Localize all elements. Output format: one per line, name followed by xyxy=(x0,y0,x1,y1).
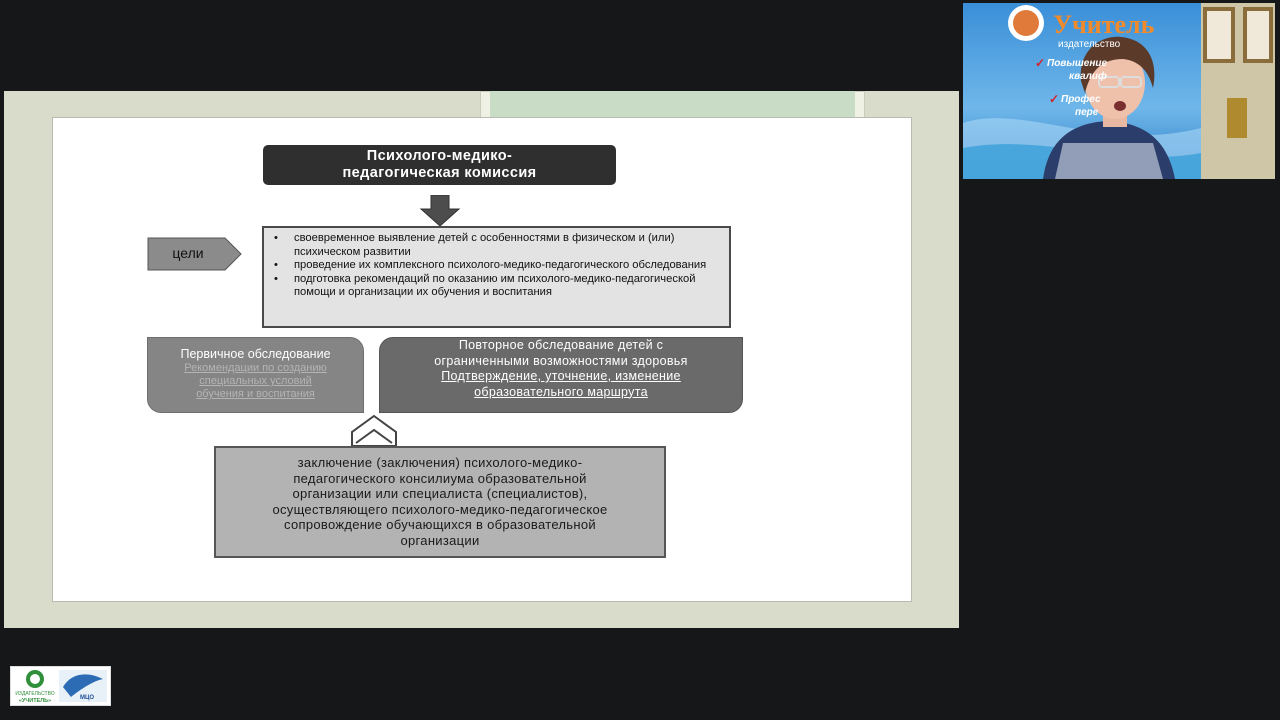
publisher-logo-graphic xyxy=(11,667,110,705)
slide-title xyxy=(263,145,616,185)
webcam-check-icon: ✓ xyxy=(1049,92,1060,106)
down-arrow-icon xyxy=(419,195,461,227)
trophy-icon xyxy=(1227,98,1247,138)
logo-badge: МЦО xyxy=(79,695,95,701)
webcam-video[interactable] xyxy=(963,3,1275,179)
goal-item: • проведение их комплексного психолого-медико-педагогического обследования xyxy=(274,259,723,273)
conclusion-line: осуществляющего психолого-медико-педагогическое xyxy=(272,501,608,517)
conclusion-line: организации xyxy=(400,532,480,548)
repeat-exam-line: образовательного маршрута xyxy=(474,384,648,399)
publisher-logo xyxy=(10,666,111,706)
primary-exam-sub: специальных условий xyxy=(199,375,312,387)
repeat-exam-line: Подтверждение, уточнение, изменение xyxy=(441,369,681,383)
goals-list xyxy=(274,232,723,300)
conclusion-line: педагогического консилиума образовательной xyxy=(293,470,587,486)
webcam-banner-title: Учитель xyxy=(1053,10,1155,39)
logo-line: ИЗДАТЕЛЬСТВО xyxy=(15,691,55,697)
goals-box xyxy=(262,226,731,328)
repeat-exam-line: ограниченными возможностями здоровья xyxy=(434,353,688,368)
repeat-exam-line: Повторное обследование детей с xyxy=(458,338,664,352)
conclusion-box xyxy=(214,446,666,558)
webcam-scene xyxy=(963,3,1275,179)
goal-item: • подготовка рекомендаций по оказанию им психолого-медико-педагогической помощи и организации их обучения и воспитания xyxy=(274,273,723,300)
primary-exam-title: Первичное обследование xyxy=(180,347,331,361)
webcam-banner-line: пере xyxy=(1075,107,1099,118)
primary-exam-box xyxy=(147,337,364,413)
webcam-banner-line: квалиф xyxy=(1069,71,1107,82)
up-arrow-icon xyxy=(350,415,398,447)
slide-canvas-top xyxy=(480,128,760,144)
repeat-exam-box xyxy=(379,337,743,413)
primary-exam-sub: обучения и воспитания xyxy=(196,388,315,400)
webcam-banner-sub: издательство xyxy=(1058,39,1121,50)
webcam-banner-line: Повышение xyxy=(1047,58,1108,69)
primary-exam-sub: Рекомендации по созданию xyxy=(184,362,327,374)
logo-line: «УЧИТЕЛЬ» xyxy=(18,698,52,704)
slide-title-line-2: педагогическая комиссия xyxy=(342,165,537,181)
goal-item: • своевременное выявление детей с особенностями в физическом и (или) психическом развитии xyxy=(274,232,723,259)
webcam-banner-line: Профес xyxy=(1061,94,1101,105)
goals-label: цели xyxy=(172,245,204,261)
slide-title-line-1: Психолого-медико- xyxy=(366,148,513,164)
conclusion-line: организации или специалиста (специалистов), xyxy=(292,486,588,501)
webcam-check-icon: ✓ xyxy=(1035,56,1046,70)
conclusion-line: сопровождение обучающихся в образовательной xyxy=(284,517,596,532)
conclusion-line: заключение (заключения) психолого-медико- xyxy=(297,455,583,470)
